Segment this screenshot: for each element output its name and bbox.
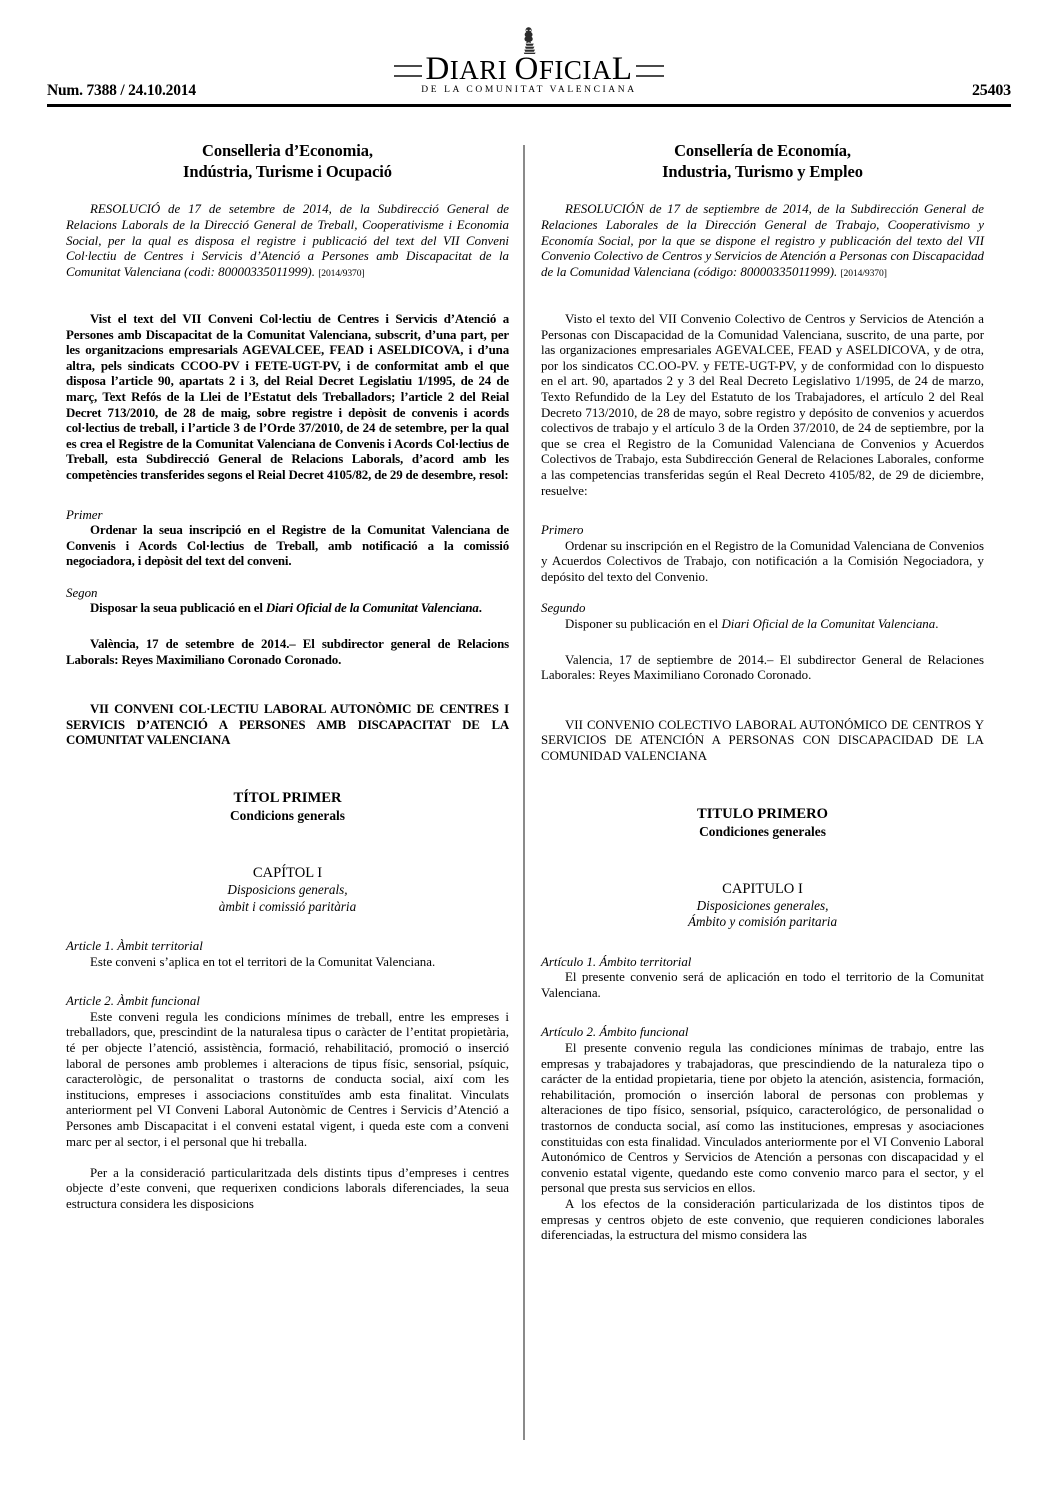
resolution-summary-text: RESOLUCIÓN de 17 de septiembre de 2014, de la Subdirección General de Relaciones Laborales de la Dirección General de Trabajo, Cooperativismo y Economía Social, por la que se dispone el registro y publicación del texto del VII Convenio Colectivo de Centros y Servicios de Atención a Personas con Discapacidad de la Comunidad Valenciana (código: 80000335011999).: [541, 202, 984, 280]
page-header: [47, 26, 1011, 106]
chapter-subheading-line-2: àmbit i comissió paritària: [218, 898, 357, 914]
article-2-text-continued: Per a la consideració particularitzada dels distints tipus d’empreses i centres objecte d’este conveni, que requerixen condicions laborals diferenciades, la seua estructura considera les disposicions: [66, 1165, 509, 1211]
ordinal-second-text-a: Disposar la seua publicació en el: [90, 601, 266, 616]
department-line-2: Industria, Turismo y Empleo: [662, 162, 863, 181]
title-primer-heading: TITULO PRIMERO: [697, 805, 828, 822]
chapter-subheading-line-1: Disposicions generals,: [227, 882, 348, 898]
signature-line: Valencia, 17 de septiembre de 2014.– El subdirector General de Relaciones Laborales: Reyes Maximiliano Coronado Coronado.: [541, 652, 984, 683]
department-heading-spanish: [541, 140, 984, 182]
header-divider-rule: [47, 104, 1011, 107]
resolution-summary-valencian: [66, 202, 509, 282]
ordinal-first-text: Ordenar la seua inscripció en el Registre de la Comunitat Valenciana de Convenis i Acords Col·lectius de Treball, amb notificació a la comissió negociadora, i depòsit del text del conveni.: [66, 523, 509, 569]
publication-name-italic: Diari Oficial de la Comunitat Valenciana: [721, 617, 936, 632]
article-1-text: Este conveni s’aplica en tot el territori de la Comunitat Valenciana.: [90, 954, 436, 969]
title-primer-subheading: Condiciones generales: [699, 823, 826, 839]
column-valencian: [66, 140, 509, 1213]
page-number: 25403: [971, 82, 1011, 99]
title-primer-heading: TÍTOL PRIMER: [233, 790, 342, 807]
ordinal-second-text: [66, 601, 509, 617]
department-line-1: Consellería de Economía,: [674, 141, 851, 160]
convention-title-valencian: VII CONVENI COL·LECTIU LABORAL AUTONÒMIC DE CENTRES I SERVICIS D’ATENCIÓ A PERSONES AMB DISCAPACITAT DE LA COMUNITAT VALENCIANA: [66, 702, 509, 748]
chapter-heading: CAPITULO I: [722, 880, 803, 897]
preamble-paragraph: Visto el texto del VII Convenio Colectivo de Centros y Servicios de Atención a Personas con Discapacidad de la Comunidad Valenciana, suscrito, de una parte, por las organizaciones empresariales AGEVALCEE, FEAD y ASELDICOVA, y de otra, por los sindicatos CC.OO-PV. y FETE-UGT-PV, y de conformidad con lo dispuesto en el art. 90, apartados 2 y 3 del Real Decreto Legislativo 1/1995, de 24 de marzo, Texto Refundido de la Ley del Estatuto de los Trabajadores, el artículo 2 del Real Decreto 713/2010, de 28 de mayo, sobre registro y depósito de convenios y acuerdos colectivos de trabajo y el artículo 3 de la Orden 37/2010, de 24 de septiembre, por la que se crea el Registro de la Comunidad Valenciana de Convenios y Acuerdos Colectivos de Trabajo, esta Subdirección General de Relaciones Laborales, conforme a las competencias transferidas según el Real Decreto 4105/82, de 29 de diciembre, resuelve:: [541, 311, 984, 498]
column-divider-rule: [523, 145, 525, 1440]
article-2-text: Este conveni regula les condicions mínimes de treball, entre les empreses i treballadors, que, prescindint de la naturalesa tipus o caràcter de l’entitat propietària, té per objecte l’atenció, assistència, formació, rehabilitació, promoció o inserció laboral de persones amb problemes i alteracions de tipus físic, sensorial, psíquic, caracterològic, de personalitat o trastorns de conducta social, així com les institucions, empreses i associacions constituïdes amb esta finalitat. Vinculats anteriorment pel VI Conveni Laboral Autonòmic de Centres i Servicis d’Atenció a Persones amb Discapacitat i el conveni estatal vigent, i queda este com a conveni marc per al sector, i el personal que hi treballa.: [66, 1009, 509, 1149]
article-2-heading: Article 2. Àmbit funcional: [66, 994, 200, 1009]
resolution-summary-text: RESOLUCIÓ de 17 de setembre de 2014, de la Subdirecció General de Relacions Laborals de la Direcció General de Treball, Cooperativisme i Economia Social, per la qual es disposa el registre i publicació del text del VII Conveni Col·lectiu de Centres i Servicis d’Atenció a Persones amb Discapacitat de la Comunitat Valenciana (codi: 80000335011999).: [66, 202, 509, 280]
ordinal-second-text: [541, 617, 984, 633]
preamble-block-valencian: [66, 312, 509, 484]
ordinal-heading-first: Primer: [66, 507, 103, 522]
article-1-text: El presente convenio será de aplicación en todo el territorio de la Comunitat Valenciana.: [541, 970, 984, 1000]
chapter-heading: CAPÍTOL I: [252, 865, 323, 882]
ordinal-heading-second: Segon: [66, 585, 98, 600]
logo-wordmark: DIARI OFICIAL: [422, 54, 635, 85]
diari-oficial-logo: [394, 26, 664, 95]
article-2-text-continued: A los efectos de la consideración particularizada de los distintos tipos de empresas y centros objeto de este convenio, que requieren condiciones laborales diferenciadas, la estructura del mismo considera las: [541, 1196, 984, 1243]
column-spanish: [541, 140, 984, 1244]
ordinal-heading-second: Segundo: [541, 601, 586, 616]
resolution-summary-spanish: [541, 202, 984, 282]
ordinal-second-text-b: .: [478, 601, 482, 616]
resolution-code: [2014/9370]: [840, 268, 887, 280]
article-1-heading: Article 1. Àmbit territorial: [66, 939, 203, 954]
resolution-code: [2014/9370]: [318, 268, 365, 280]
convention-title-spanish: VII CONVENIO COLECTIVO LABORAL AUTONÓMICO DE CENTROS Y SERVICIOS DE ATENCIÓN A PERSONAS CON DISCAPACIDAD DE LA COMUNIDAD VALENCIANA: [541, 717, 984, 764]
ordinal-second-text-b: .: [935, 617, 939, 632]
department-heading-valencian: [66, 140, 509, 182]
ordinal-first-text: Ordenar su inscripción en el Registro de la Comunidad Valenciana de Convenios y Acuerdos Colectivos de Trabajo, con notificación a la Comisión Negociadora, y depósito del texto del Convenio.: [541, 538, 984, 584]
article-2-heading: Artículo 2. Ámbito funcional: [541, 1025, 689, 1040]
article-1-heading: Artículo 1. Ámbito territorial: [541, 954, 692, 969]
title-primer-subheading: Condicions generals: [230, 808, 345, 824]
ordinal-heading-first: Primero: [541, 523, 584, 538]
signature-line: València, 17 de setembre de 2014.– El subdirector general de Relacions Laborals: Reyes Maximiliano Coronado Coronado.: [66, 637, 509, 667]
logo-subtitle: DE LA COMUNITAT VALENCIANA: [421, 85, 637, 95]
preamble-paragraph: Vist el text del VII Conveni Col·lectiu de Centres i Servicis d’Atenció a Persones amb Discapacitat de la Comunitat Valenciana, subscrit, d’una part, per les organitzacions empresarials AGEVALCEE, FEAD i ASELDICOVA, i d’una altra, pels sindicats CCOO-PV i FETE-UGT-PV, i de conformitat amb el que disposa l’article 90, apartats 2 i 3, del Reial Decret Legislatiu 1/1995, de 24 de març, Text Refós de la Llei de l’Estatut dels Treballadors; l’article 2 del Reial Decret 713/2010, de 28 de maig, sobre registre i depòsit de convenis i acords col·lectius de treball, i l’article 3 de l’Orde 37/2010, de 24 de setembre, per la qual es crea el Registre de la Comunitat Valenciana de Convenis i Acords Col·lectius de Treball, esta Subdirecció General de Relacions Laborals, d’acord amb les competències transferides segons el Reial Decret 4105/82, de 29 de desembre, resol:: [66, 311, 509, 482]
chapter-subheading-line-1: Disposiciones generales,: [696, 897, 829, 913]
publication-name-italic: Diari Oficial de la Comunitat Valenciana: [265, 601, 479, 616]
article-2-text: El presente convenio regula las condiciones mínimas de trabajo, entre las empresas y trabajadores y trabajadoras, que prescindiendo de la naturaleza tipo o carácter de la entidad propietaria, tiene por objeto la atención, asistencia, formación, rehabilitación, promoción o inserción laboral de personas con problemas y alteraciones de tipo físico, sensorial, psíquico, caracterológico, de personalidad o trastornos de conducta social, así como las instituciones, empresas y asociaciones constituidas con esta finalidad. Vinculados anteriormente por el VI Convenio Laboral Autonómico de Centros y Servicios de Atención a personas con discapacidad y el convenio estatal vigente, quedando este como convenio marco para el sector, y el personal que presta sus servicios en ellos.: [541, 1041, 984, 1196]
department-line-2: Indústria, Turisme i Ocupació: [183, 162, 392, 181]
issue-number-and-date: Num. 7388 / 24.10.2014: [47, 82, 196, 99]
ordinal-second-text-a: Disponer su publicación en el: [565, 617, 722, 632]
chapter-subheading-line-2: Ámbito y comisión paritaria: [687, 914, 838, 930]
department-line-1: Conselleria d’Economia,: [202, 141, 373, 160]
